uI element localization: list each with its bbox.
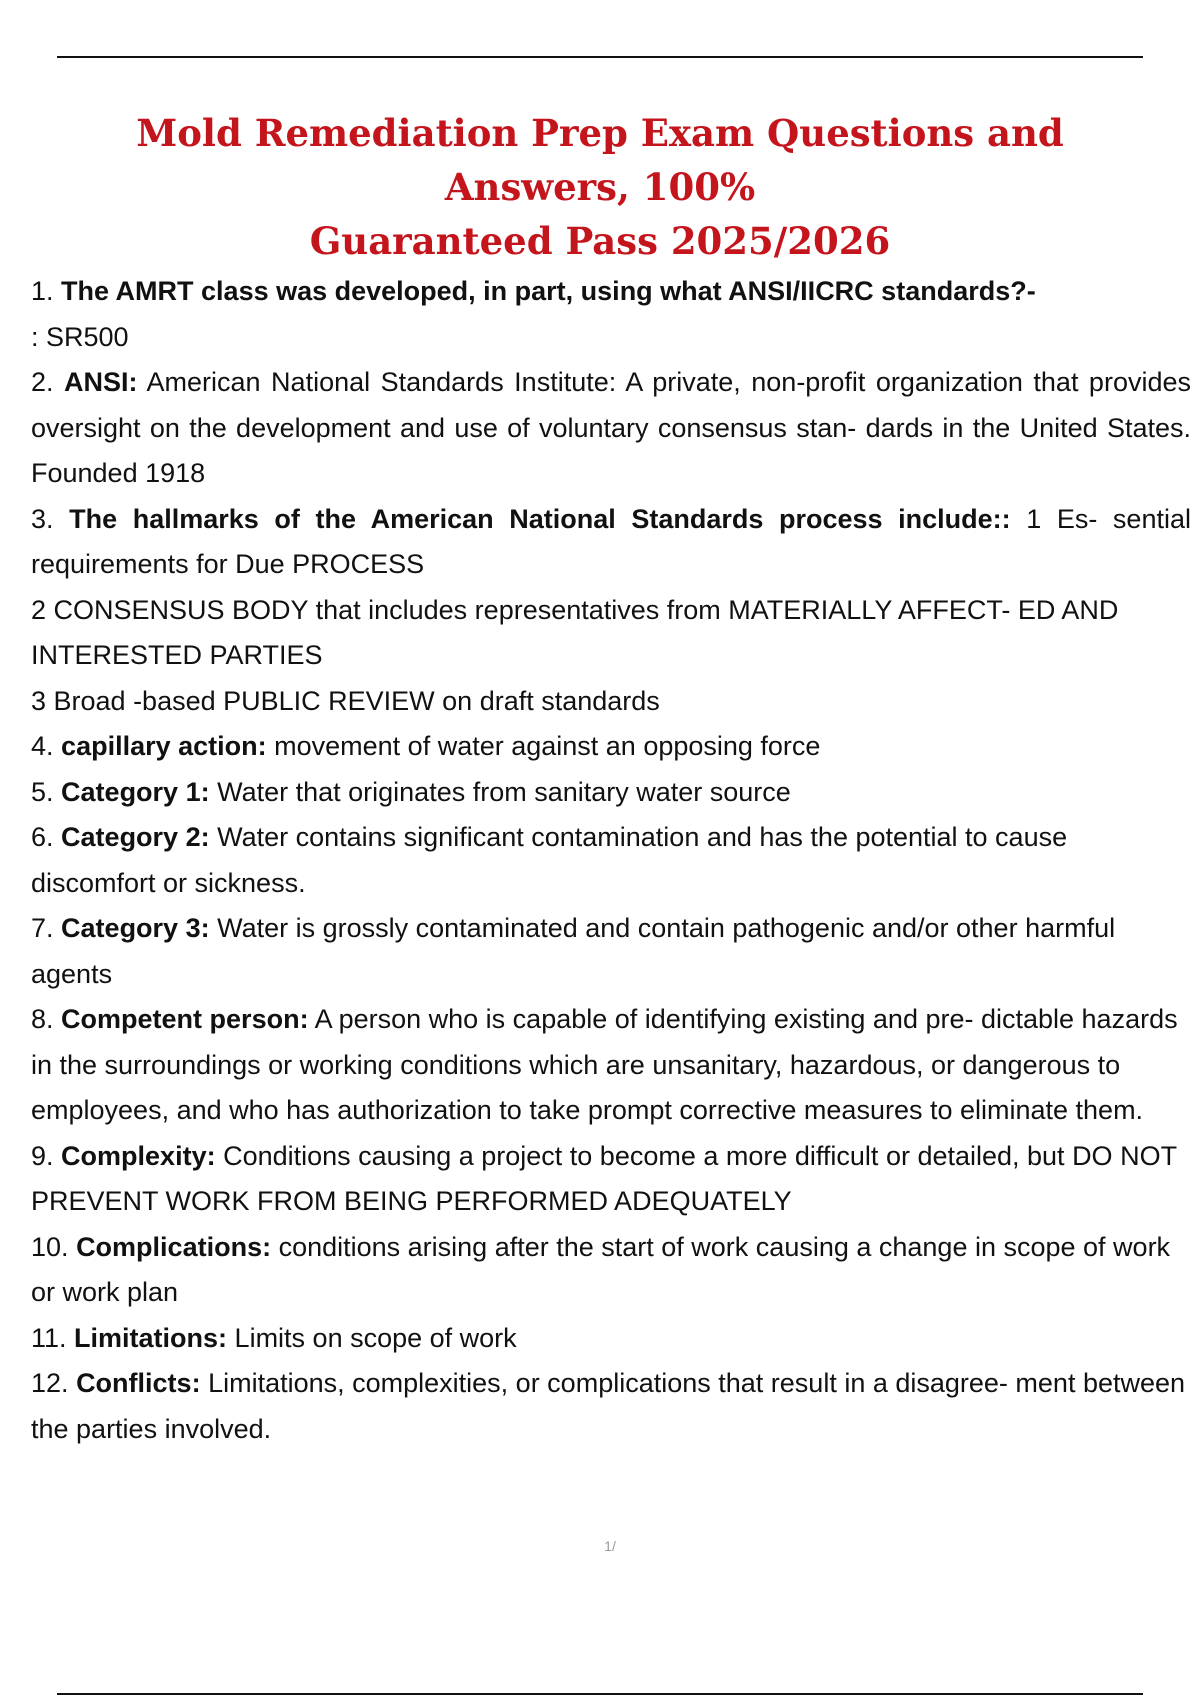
top-rule <box>57 56 1143 58</box>
item-continuation: 2 CONSENSUS BODY that includes representatives from MATERIALLY AFFECT- ED AND INTERESTED PARTIES <box>31 594 1119 670</box>
title-line-1: Mold Remediation Prep Exam Questions and Answers, 100% <box>136 111 1064 209</box>
item-question: The AMRT class was developed, in part, using what ANSI/IICRC standards?- <box>61 276 1036 306</box>
item-term: capillary action: <box>61 731 267 761</box>
item-definition: movement of water against an opposing force <box>266 731 821 761</box>
item-definition: A person who is capable of identifying existing and pre- dictable hazards in the surroundings or working conditions which are unsanitary, hazardous, or dangerous to employees, and who has authorization to take prompt corrective measures to eliminate them. <box>31 1004 1178 1125</box>
qa-item-9 <box>31 1134 1191 1225</box>
item-term: ANSI: <box>64 367 138 397</box>
qa-item-5 <box>31 770 1191 816</box>
item-term: Complexity: <box>61 1140 216 1171</box>
item-term: Complications: <box>76 1231 272 1262</box>
item-term: Conflicts: <box>76 1368 201 1398</box>
bottom-rule <box>57 1693 1143 1695</box>
page-number: 1/ <box>604 1538 616 1554</box>
item-number: 2. <box>31 367 54 397</box>
item-number: 9. <box>31 1140 54 1171</box>
item-definition: 1 Es- sential requirements for Due PROCESS <box>31 503 1191 579</box>
qa-item-1 <box>31 269 1191 315</box>
item-number: 4. <box>31 731 54 761</box>
qa-list <box>31 269 1191 1452</box>
qa-item-12 <box>31 1361 1191 1452</box>
item-term: Limitations: <box>74 1322 228 1353</box>
qa-item-8 <box>31 997 1191 1134</box>
title-line-2: Guaranteed Pass 2025/2026 <box>309 219 891 263</box>
item-number: 11. <box>31 1322 67 1353</box>
qa-item-3 <box>31 497 1191 588</box>
item-definition: Water that originates from sanitary water source <box>209 776 791 807</box>
item-term: Category 2: <box>61 822 210 852</box>
item-answer: : SR500 <box>31 321 129 352</box>
qa-item-7 <box>31 906 1191 997</box>
item-number: 10. <box>31 1231 69 1262</box>
qa-item-4 <box>31 724 1191 770</box>
item-definition: Conditions causing a project to become a more difficult or detailed, but DO NOT PREVENT WORK FROM BEING PERFORMED ADEQUATELY <box>31 1140 1177 1216</box>
item-term: Category 3: <box>61 913 210 943</box>
item-definition: Water is grossly contaminated and contain pathogenic and/or other harmful agents <box>31 913 1116 989</box>
item-number: 7. <box>31 913 54 943</box>
qa-item-6 <box>31 815 1191 906</box>
item-definition: conditions arising after the start of work causing a change in scope of work or work plan <box>31 1231 1171 1307</box>
qa-item-2 <box>31 360 1191 497</box>
item-number: 6. <box>31 822 54 852</box>
item-definition: American National Standards Institute: A private, non-profit organization that provides oversight on the development and use of voluntary consensus stan- dards in the United States. Founded 1918 <box>31 367 1191 488</box>
qa-item-10 <box>31 1225 1191 1316</box>
item-continuation: 3 Broad -based PUBLIC REVIEW on draft standards <box>31 685 660 716</box>
document-title <box>40 106 1160 268</box>
item-number: 5. <box>31 776 54 807</box>
item-number: 3. <box>31 503 54 534</box>
item-definition: Limits on scope of work <box>227 1322 517 1353</box>
item-number: 12. <box>31 1368 69 1398</box>
item-term: The hallmarks of the American National Standards process include:: <box>69 503 1011 534</box>
item-definition: Limitations, complexities, or complications that result in a disagree- ment between the parties involved. <box>31 1368 1186 1444</box>
item-definition: Water contains significant contamination and has the potential to cause discomfort or sickness. <box>31 822 1068 898</box>
qa-item-11 <box>31 1316 1191 1362</box>
item-term: Category 1: <box>61 776 210 807</box>
item-number: 8. <box>31 1004 54 1034</box>
item-number: 1. <box>31 276 54 306</box>
item-term: Competent person: <box>61 1004 309 1034</box>
